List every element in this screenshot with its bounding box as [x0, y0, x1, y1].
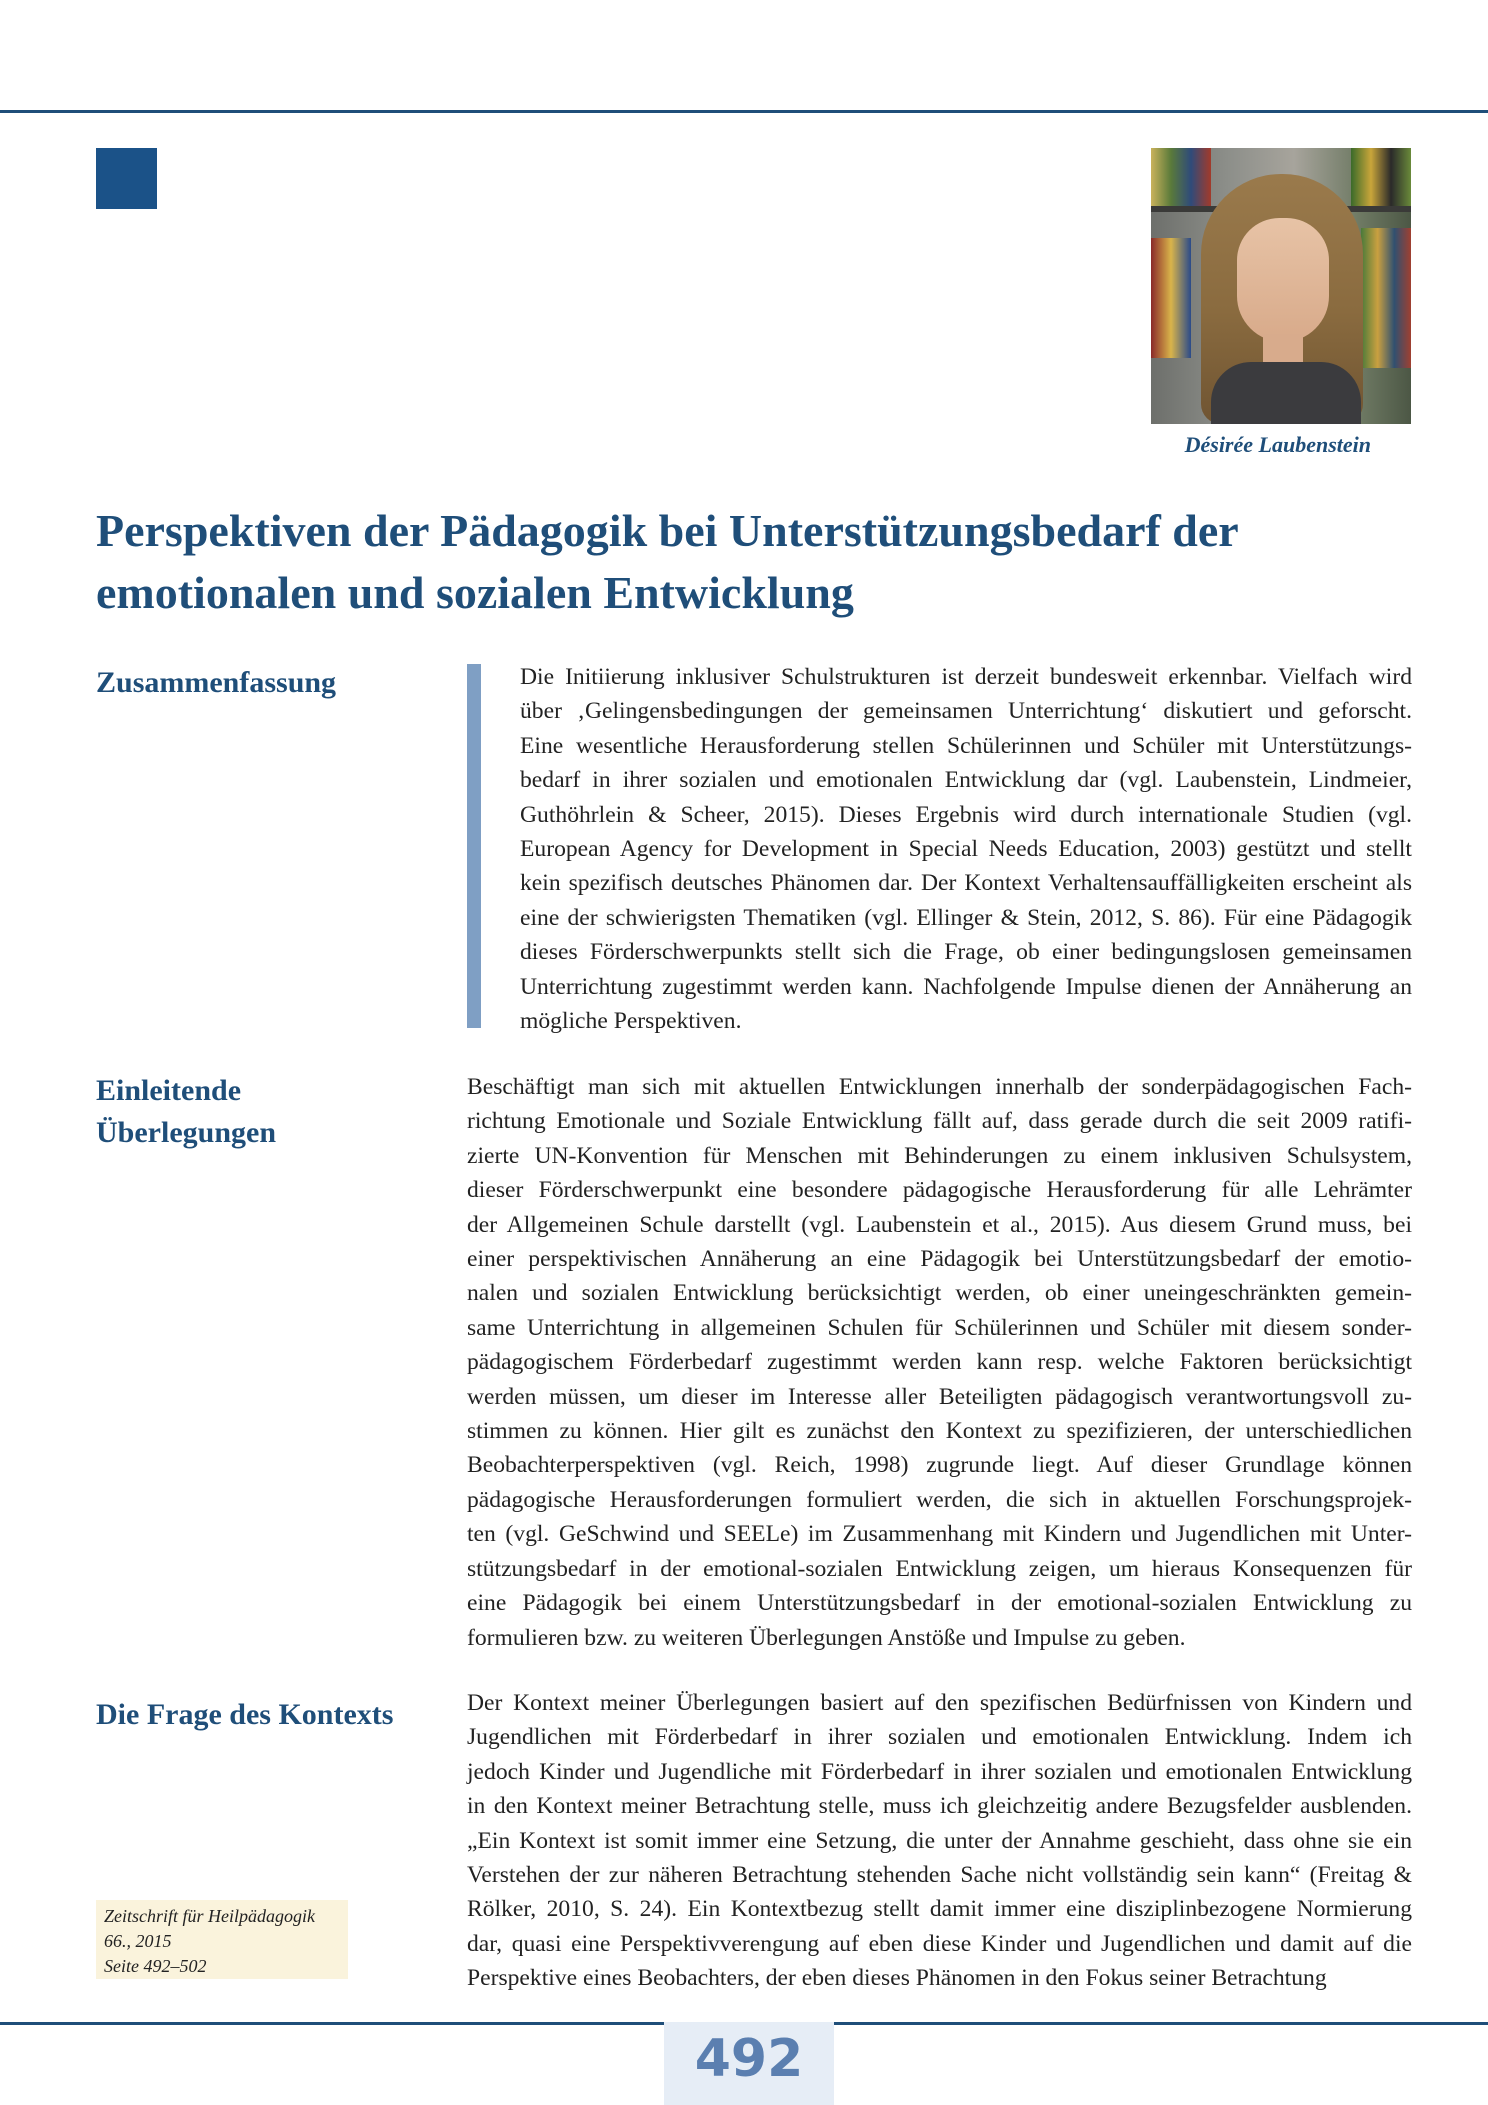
- text-line: eine der schwierigsten Thematiken (vgl. Ellinger & Stein, 2012, S. 86). Für eine Pädagogik: [520, 904, 1412, 931]
- text-line: Beschäftigt man sich mit aktuellen Entwicklungen innerhalb der sonderpädagogischen Fach-: [467, 1074, 1412, 1100]
- heading-context: Die Frage des Kontexts: [96, 1698, 394, 1731]
- text-line: bedarf in ihrer sozialen und emotionalen Entwicklung dar (vgl. Laubenstein, Lindmeier,: [520, 767, 1412, 794]
- heading-intro-line-2: Überlegungen: [96, 1116, 276, 1149]
- intro-text: [467, 1070, 1412, 1655]
- text-line: pädagogischem Förderbedarf zugestimmt werden kann resp. welche Faktoren berücksichtigt: [467, 1349, 1412, 1376]
- section-marker-square: [96, 148, 157, 209]
- title-line-1: Perspektiven der Pädagogik bei Unterstützungsbedarf der: [96, 505, 1239, 556]
- text-line: ten (vgl. GeSchwind und SEELe) im Zusammenhang mit Kindern und Jugendlichen mit Unter-: [467, 1521, 1412, 1548]
- text-line: zierte UN-Konvention für Menschen mit Behinderungen zu einem inklusiven Schulsystem,: [467, 1142, 1412, 1169]
- text-line: pädagogische Herausforderungen formuliert werden, die sich in aktuellen Forschungsprojek-: [467, 1486, 1412, 1513]
- text-line: Rölker, 2010, S. 24). Ein Kontextbezug stellt damit immer eine disziplinbezogene Normierung: [467, 1896, 1412, 1923]
- text-line: mögliche Perspektiven.: [520, 1008, 742, 1035]
- page-number: 492: [664, 2022, 834, 2105]
- text-line: dieses Förderschwerpunkts stellt sich die Frage, ob einer bedingungslosen gemeinsamen: [520, 939, 1412, 966]
- text-line: werden müssen, um dieser im Interesse aller Beteiligten pädagogisch verantwortungsvoll zu-: [467, 1383, 1412, 1410]
- author-photo: [1151, 148, 1411, 424]
- text-line: „Ein Kontext ist somit immer eine Setzung, die unter der Annahme geschieht, dass ohne sie ein: [467, 1827, 1412, 1854]
- article-title: [96, 500, 1396, 624]
- text-line: Eine wesentliche Herausforderung stellen Schülerinnen und Schüler mit Unterstützungs-: [520, 732, 1412, 759]
- journal-name: Zeitschrift für Heilpädagogik: [104, 1906, 315, 1926]
- text-line: Die Initiierung inklusiver Schulstrukturen ist derzeit bundesweit erkennbar. Vielfach wird: [520, 664, 1412, 690]
- text-line: dieser Förderschwerpunkt eine besondere pädagogische Herausforderung für alle Lehrämter: [467, 1177, 1412, 1204]
- text-line: eine Pädagogik bei einem Unterstützungsbedarf in der emotional-sozialen Entwicklung zu: [467, 1590, 1412, 1617]
- top-rule: [0, 110, 1488, 113]
- title-line-2: emotionalen und sozialen Entwicklung: [96, 567, 854, 618]
- abstract-bar: [467, 664, 481, 1028]
- text-line: formulieren bzw. zu weiteren Überlegungen Anstöße und Impulse zu geben.: [467, 1624, 1186, 1651]
- journal-volume: 66., 2015: [104, 1931, 172, 1951]
- text-line: Unterrichtung zugestimmt werden kann. Nachfolgende Impulse dienen der Annäherung an: [520, 973, 1412, 1000]
- text-line: kein spezifisch deutsches Phänomen dar. Der Kontext Verhaltensauffälligkeiten erscheint als: [520, 870, 1412, 897]
- text-line: stützungsbedarf in der emotional-sozialen Entwicklung zeigen, um hieraus Konsequenzen für: [467, 1555, 1412, 1582]
- heading-intro: [96, 1070, 426, 1154]
- heading-summary: Zusammenfassung: [96, 666, 337, 699]
- journal-reference: [96, 1900, 348, 1979]
- text-line: European Agency for Development in Special Needs Education, 2003) gestützt und stellt: [520, 836, 1412, 863]
- context-text: [467, 1686, 1412, 1996]
- abstract-text: [520, 660, 1412, 1038]
- text-line: Beobachterperspektiven (vgl. Reich, 1998) zugrunde liegt. Auf dieser Grundlage können: [467, 1452, 1412, 1479]
- text-line: jedoch Kinder und Jugendliche mit Förderbedarf in ihrer sozialen und emotionalen Entwicklung: [467, 1758, 1412, 1785]
- author-caption: Désirée Laubenstein: [1184, 432, 1371, 457]
- text-line: Guthöhrlein & Scheer, 2015). Dieses Ergebnis wird durch internationale Studien (vgl.: [520, 801, 1412, 828]
- text-line: einer perspektivischen Annäherung an eine Pädagogik bei Unterstützungsbedarf der emotio-: [467, 1246, 1412, 1273]
- text-line: Der Kontext meiner Überlegungen basiert auf den spezifischen Bedürfnissen von Kindern und: [467, 1690, 1412, 1716]
- text-line: Jugendlichen mit Förderbedarf in ihrer sozialen und emotionalen Entwicklung. Indem ich: [467, 1724, 1412, 1751]
- text-line: Verstehen der zur näheren Betrachtung stehenden Sache nicht vollständig sein kann“ (Freitag &: [467, 1862, 1412, 1889]
- text-line: same Unterrichtung in allgemeinen Schulen für Schülerinnen und Schüler mit diesem sonder-: [467, 1314, 1412, 1341]
- heading-intro-line-1: Einleitende: [96, 1074, 242, 1107]
- text-line: richtung Emotionale und Soziale Entwicklung fällt auf, dass gerade durch die seit 2009 ratifi-: [467, 1108, 1412, 1135]
- text-line: nalen und sozialen Entwicklung berücksichtigt werden, ob einer uneingeschränkten gemein-: [467, 1280, 1412, 1307]
- journal-pages: Seite 492–502: [104, 1956, 207, 1976]
- text-line: in den Kontext meiner Betrachtung stelle, muss ich gleichzeitig andere Bezugsfelder ausblenden.: [467, 1793, 1412, 1820]
- text-line: Perspektive eines Beobachters, der eben dieses Phänomen in den Fokus seiner Betrachtung: [467, 1965, 1327, 1992]
- text-line: über ‚Gelingensbedingungen der gemeinsamen Unterrichtung‘ diskutiert und geforscht.: [520, 698, 1412, 725]
- text-line: der Allgemeinen Schule darstellt (vgl. Laubenstein et al., 2015). Aus diesem Grund muss, bei: [467, 1211, 1412, 1238]
- text-line: dar, quasi eine Perspektivverengung auf eben diese Kinder und Jugendlichen und damit auf die: [467, 1930, 1412, 1957]
- text-line: stimmen zu können. Hier gilt es zunächst den Kontext zu spezifizieren, der unterschiedlichen: [467, 1418, 1412, 1445]
